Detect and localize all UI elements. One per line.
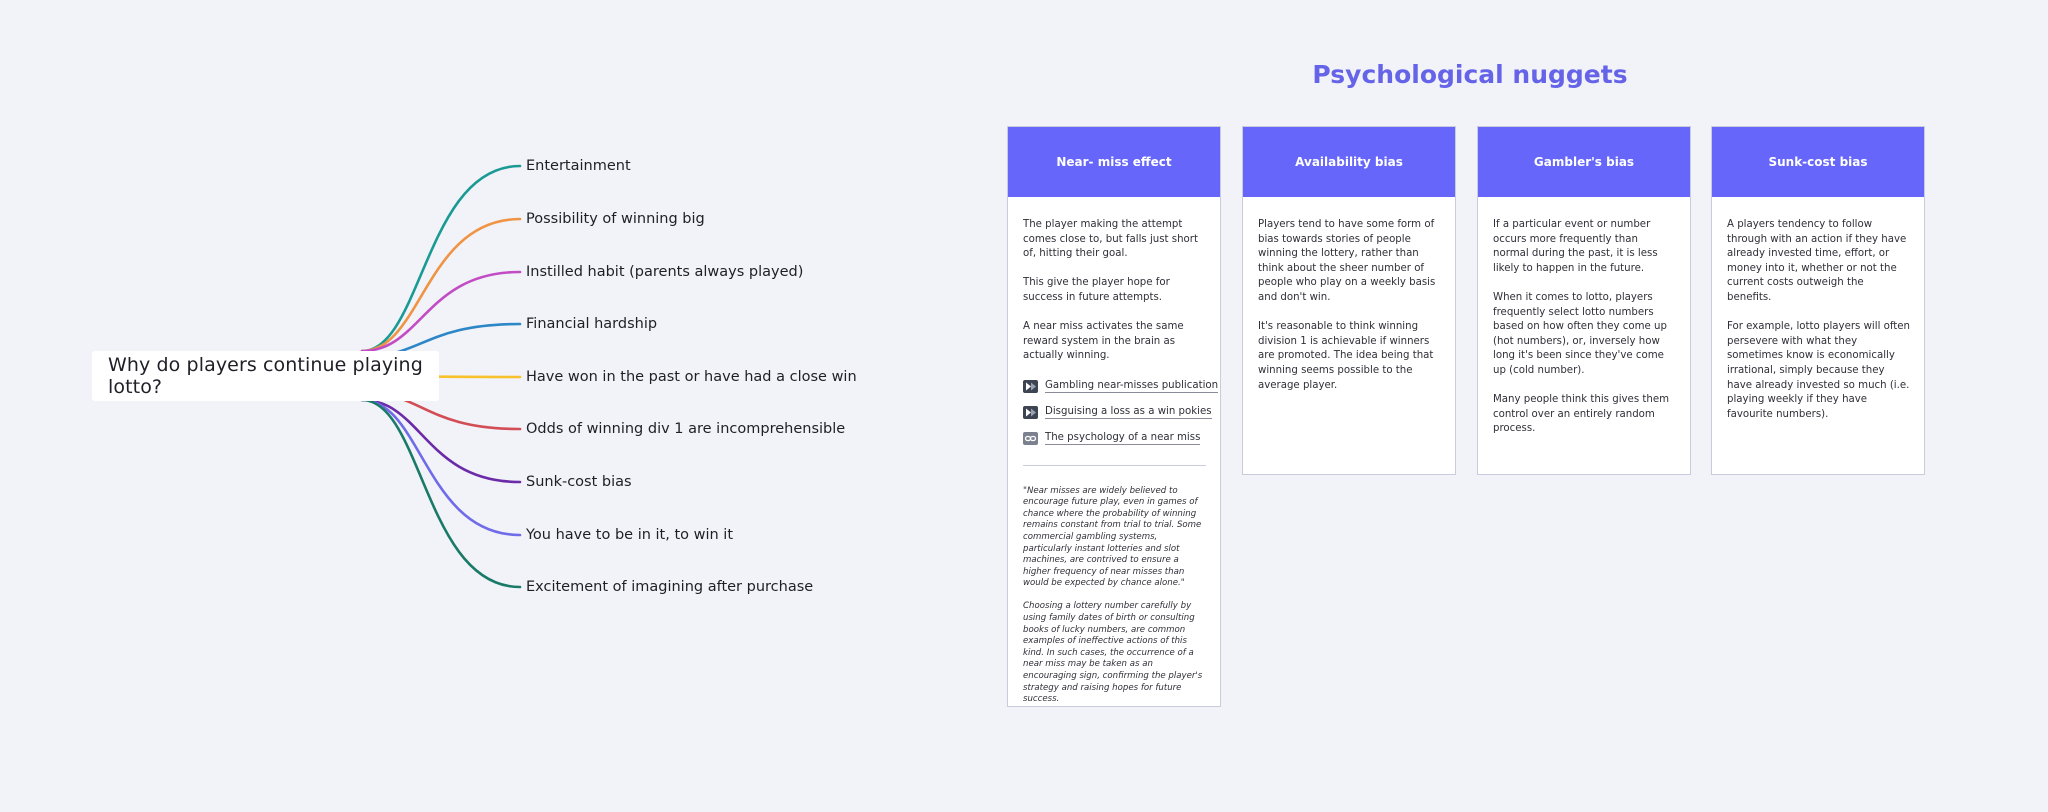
branch-connector <box>362 400 520 535</box>
card-gamblers-bias[interactable] <box>1477 126 1691 475</box>
link-disguising-loss[interactable] <box>1023 405 1212 421</box>
link-gambling-near-misses[interactable] <box>1023 379 1219 395</box>
card-paragraph: Many people think this gives them control over an entirely random process. <box>1493 394 1670 435</box>
branch-label-winning-big[interactable]: Possibility of winning big <box>526 211 705 227</box>
quote-block <box>1023 486 1206 706</box>
divider <box>1023 465 1206 466</box>
card-near-miss-effect[interactable] <box>1007 126 1221 707</box>
card-header: Sunk-cost bias <box>1712 127 1924 197</box>
card-paragraph: For example, lotto players will often persevere with what they sometimes know is economically irrational, simply because they have already invested so much (i.e. playing weekly if they have favourite numbers). <box>1727 321 1910 420</box>
card-paragraph: The player making the attempt comes close to, but falls just short of, hitting their goal. <box>1023 219 1198 260</box>
arrow-chevron-icon <box>1023 380 1038 393</box>
branch-connector <box>362 166 520 351</box>
branch-connector <box>362 219 520 351</box>
card-body <box>1008 197 1220 720</box>
link-label[interactable]: Gambling near-misses publication <box>1045 380 1219 392</box>
arrow-chevron-icon <box>1023 406 1038 419</box>
branch-label-be-in-it[interactable]: You have to be in it, to win it <box>526 527 734 543</box>
card-body <box>1243 197 1455 407</box>
card-paragraph: It's reasonable to think winning division 1 is achievable if winners are promoted. The idea being that winning seems possible to the average player. <box>1258 321 1434 391</box>
card-paragraph: Players tend to have some form of bias towards stories of people winning the lottery, rather than think about the sheer number of people who play on a weekly basis and don't win. <box>1258 219 1436 303</box>
link-label[interactable]: Disguising a loss as a win pokies <box>1045 406 1212 418</box>
branch-label-excitement[interactable]: Excitement of imagining after purchase <box>526 579 814 595</box>
card-availability-bias[interactable] <box>1242 126 1456 475</box>
card-header: Near- miss effect <box>1008 127 1220 197</box>
card-header: Gambler's bias <box>1478 127 1690 197</box>
branch-label-instilled-habit[interactable]: Instilled habit (parents always played) <box>526 264 804 280</box>
card-paragraph: When it comes to lotto, players frequently select lotto numbers based on how often they come up (hot numbers), or, inversely how long it's been since they've come up (cold number). <box>1493 291 1667 376</box>
card-paragraph: If a particular event or number occurs more frequently than normal during the past, it is less likely to happen in the future. <box>1493 219 1658 274</box>
nuggets-title: Psychological nuggets <box>1312 60 1628 89</box>
card-paragraph: A players tendency to follow through with an action if they have already invested time, effort, or money into it, whether or not the current costs outweigh the benefits. <box>1727 219 1907 303</box>
branch-label-financial-hardship[interactable]: Financial hardship <box>526 316 658 332</box>
card-body <box>1478 197 1690 451</box>
link-label[interactable]: The psychology of a near miss <box>1045 432 1201 444</box>
card-paragraph: A near miss activates the same reward system in the brain as actually winning. <box>1023 321 1184 362</box>
quote-paragraph: Choosing a lottery number carefully by using family dates of birth or consulting books of lucky numbers, are common examples of ineffective actions of this kind. In such cases, the occurrence of a near miss may be taken as an encouraging sign, confirming the player's strategy and raising hopes for future success. <box>1023 601 1203 705</box>
card-sunk-cost-bias[interactable] <box>1711 126 1925 475</box>
branch-label-odds-incomprehensible[interactable]: Odds of winning div 1 are incomprehensible <box>526 421 846 437</box>
branch-label-sunk-cost[interactable]: Sunk-cost bias <box>526 474 632 490</box>
branch-label-entertainment[interactable]: Entertainment <box>526 158 631 174</box>
link-psychology-near-miss[interactable] <box>1023 431 1206 447</box>
card-body <box>1712 197 1924 436</box>
link-chain-icon <box>1023 432 1038 445</box>
branch-label-won-in-past[interactable]: Have won in the past or have had a close win <box>526 369 857 385</box>
card-paragraph: This give the player hope for success in future attempts. <box>1023 277 1170 303</box>
quote-paragraph: "Near misses are widely believed to encourage future play, even in games of chance where the probability of winning remains constant from trial to trial. Some commercial gambling systems, particularly instant lotteries and slot machines, are contrived to ensure a higher frequency of near misses than would be expected by chance alone." <box>1023 485 1202 589</box>
mindmap-root-node[interactable] <box>92 351 439 401</box>
card-header: Availability bias <box>1243 127 1455 197</box>
root-label: Why do players continue playing lotto? <box>108 354 423 398</box>
